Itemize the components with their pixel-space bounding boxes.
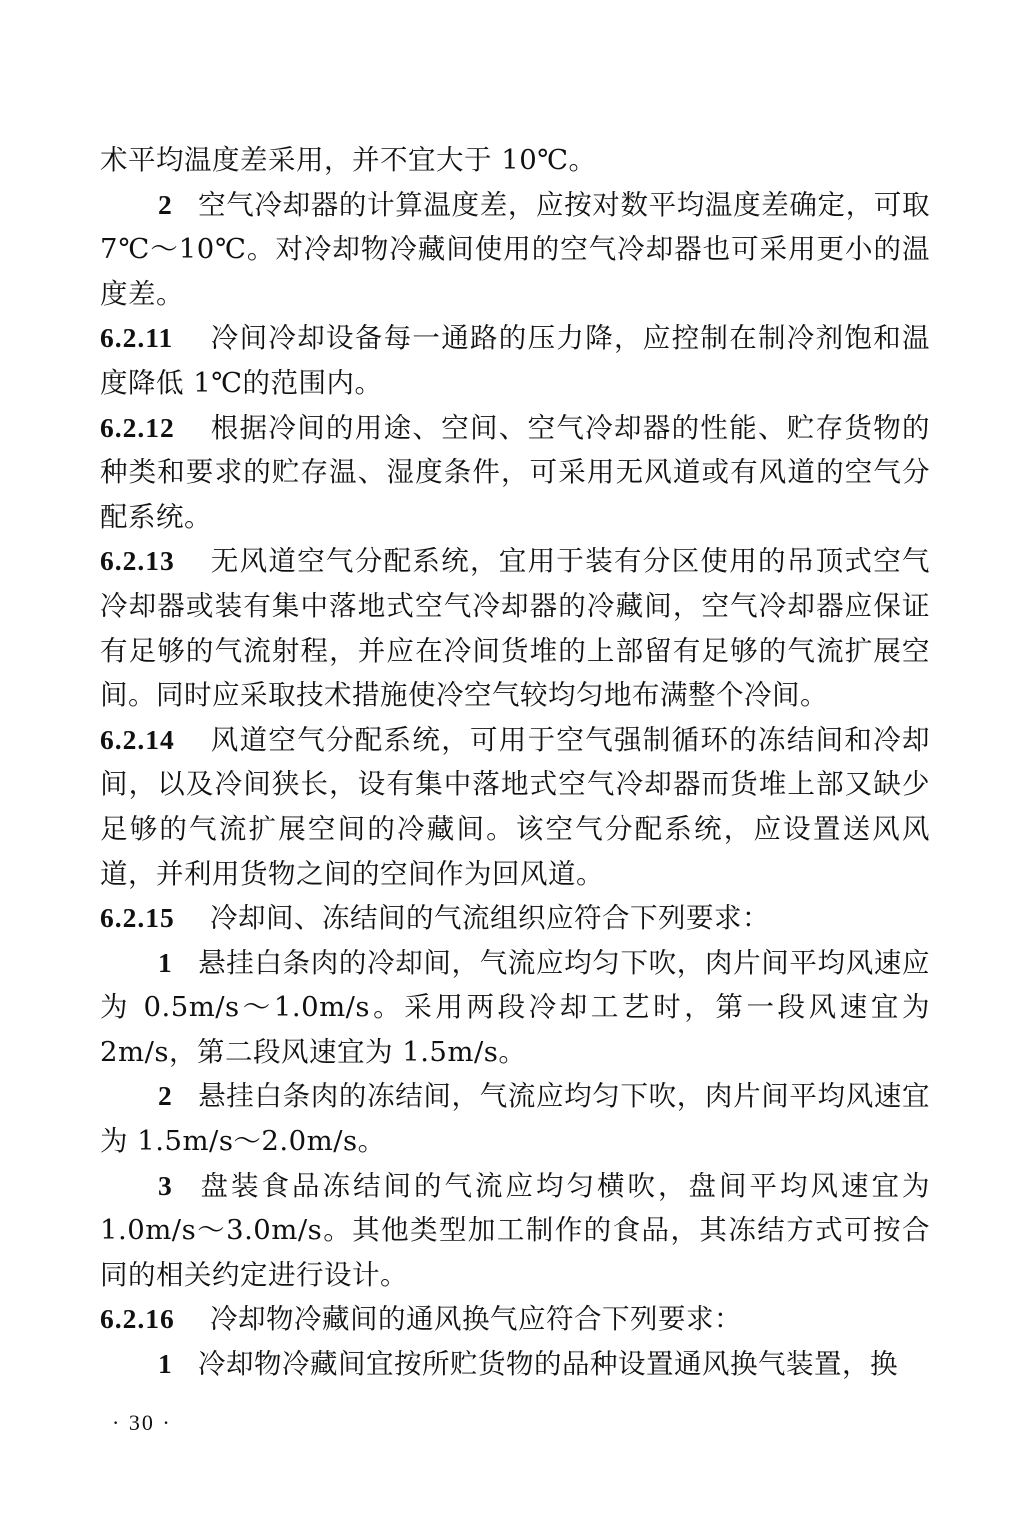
page-number: · 30 · bbox=[112, 1410, 172, 1435]
item-number: 1 bbox=[158, 946, 173, 978]
clause-6-2-13 bbox=[100, 539, 930, 717]
clause-text: 冷却间、冻结间的气流组织应符合下列要求： bbox=[210, 902, 770, 935]
item-paragraph bbox=[100, 1342, 930, 1387]
clause-6-2-14 bbox=[100, 718, 930, 896]
clause-text: 冷间冷却设备每一通路的压力降，应控制在制冷剂饱和温度降低 1℃的范围内。 bbox=[100, 322, 930, 399]
item-paragraph bbox=[100, 1074, 930, 1163]
item-paragraph bbox=[100, 1164, 930, 1298]
clause-6-2-16 bbox=[100, 1297, 930, 1342]
clause-text: 无风道空气分配系统，宜用于装有分区使用的吊顶式空气冷却器或装有集中落地式空气冷却器的冷藏间，空气冷却器应保证有足够的气流射程，并应在冷间货堆的上部留有足够的气流扩展空间。同时应采取技术措施使冷空气较均匀地布满整个冷间。 bbox=[100, 545, 930, 712]
clause-number: 6.2.15 bbox=[100, 902, 175, 934]
item-text: 悬挂白条肉的冷却间，气流应均匀下吹，肉片间平均风速应为 0.5m/s～1.0m/s。采用两段冷却工艺时，第一段风速宜为 2m/s，第二段风速宜为 1.5m/s。 bbox=[100, 946, 930, 1068]
item-paragraph bbox=[100, 941, 930, 1075]
clause-text: 风道空气分配系统，可用于空气强制循环的冻结间和冷却间，以及冷间狭长，设有集中落地式空气冷却器而货堆上部又缺少足够的气流扩展空间的冷藏间。该空气分配系统，应设置送风风道，并利用货物之间的空间作为回风道。 bbox=[100, 723, 930, 890]
clause-text: 根据冷间的用途、空间、空气冷却器的性能、贮存货物的种类和要求的贮存温、湿度条件，可采用无风道或有风道的空气分配系统。 bbox=[100, 411, 930, 533]
item-text: 悬挂白条肉的冻结间，气流应均匀下吹，肉片间平均风速宜为 1.5m/s～2.0m/s。 bbox=[100, 1080, 930, 1158]
item-text: 空气冷却器的计算温度差，应按对数平均温度差确定，可取 7℃～10℃。对冷却物冷藏间使用的空气冷却器也可采用更小的温度差。 bbox=[100, 188, 930, 310]
clause-number: 6.2.14 bbox=[100, 723, 175, 755]
clause-number: 6.2.11 bbox=[100, 322, 174, 354]
clause-6-2-15 bbox=[100, 896, 930, 941]
clause-number: 6.2.16 bbox=[100, 1303, 175, 1335]
item-number: 2 bbox=[158, 188, 173, 220]
item-number: 1 bbox=[158, 1348, 173, 1380]
item-number: 2 bbox=[158, 1080, 173, 1112]
item-paragraph bbox=[100, 183, 930, 317]
clause-6-2-11 bbox=[100, 316, 930, 405]
item-number: 3 bbox=[158, 1169, 173, 1201]
continuation-paragraph: 术平均温度差采用，并不宜大于 10℃。 bbox=[100, 144, 597, 176]
item-text: 冷却物冷藏间宜按所贮货物的品种设置通风换气装置，换 bbox=[198, 1348, 898, 1381]
page-body bbox=[100, 138, 930, 1387]
clause-text: 冷却物冷藏间的通风换气应符合下列要求： bbox=[210, 1303, 742, 1336]
item-text: 盘装食品冻结间的气流应均匀横吹，盘间平均风速宜为 1.0m/s～3.0m/s。其他类型加工制作的食品，其冻结方式可按合同的相关约定进行设计。 bbox=[100, 1169, 930, 1291]
clause-6-2-12 bbox=[100, 406, 930, 540]
clause-number: 6.2.12 bbox=[100, 411, 175, 443]
clause-number: 6.2.13 bbox=[100, 545, 175, 577]
